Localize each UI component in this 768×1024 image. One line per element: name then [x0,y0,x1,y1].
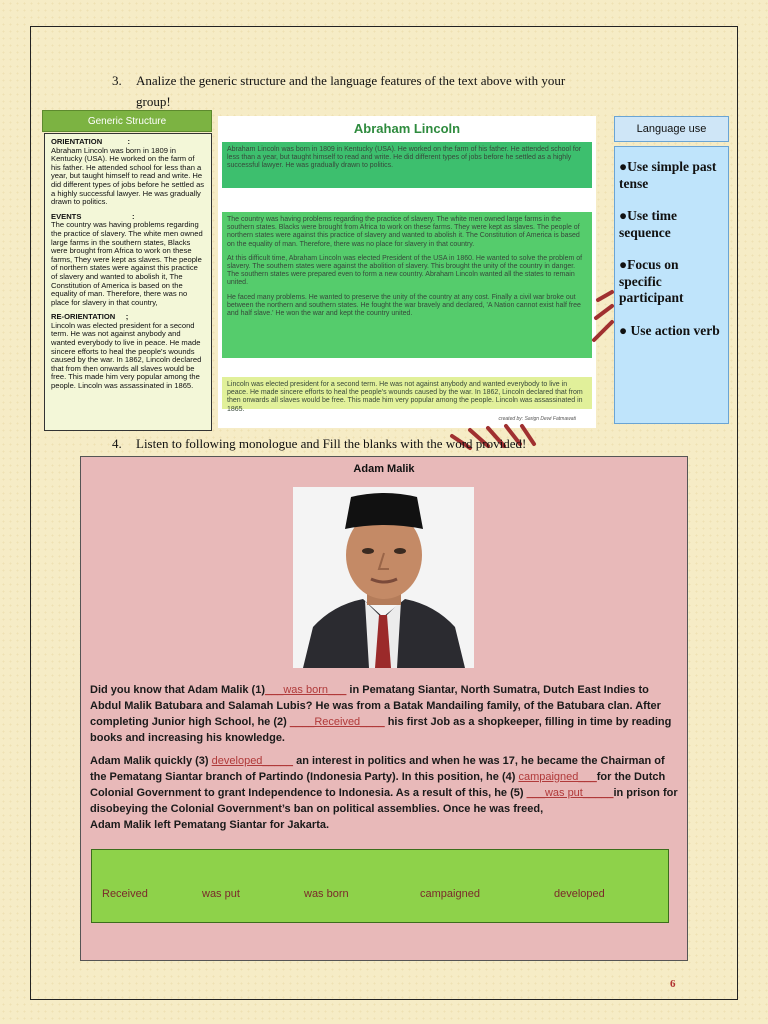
text-segment: Adam Malik quickly (3) [90,755,212,767]
text-segment: in Pematang Siantar, North Sumatra, Dutch East Indies to Abdul Malik Batubara and Salamah Lubis? He was from a Batak Mandailing family, of the Batubara clan. After completing Junior high School, he (2) [90,684,661,728]
reorientation-title: RE-ORIENTATION ; [51,312,129,322]
generic-structure-box [44,133,212,431]
blank-1[interactable]: ___was born___ [265,684,347,696]
adam-malik-box [80,456,688,961]
adam-malik-paragraph-1 [90,682,682,746]
text-segment: his first Job as a shopkeeper, filling in time by reading books and increasing his knowledge. [90,716,672,744]
language-use-box [614,146,729,424]
lincoln-title: Abraham Lincoln [353,121,461,136]
text-segment: for the Dutch Colonial Government to grant Independence to Indonesia. As a result of this, he (5) [90,771,666,799]
page-number: 6 [670,978,676,990]
adam-malik-title: Adam Malik [353,463,415,475]
lincoln-events-paragraph [222,212,592,358]
events-title: EVENTS : [51,211,135,221]
orientation-title: ORIENTATION : [51,137,131,146]
text-segment: Adam Malik left Pematang Siantar for Jakarta. [90,819,330,831]
question-3 [112,70,672,112]
word-was-born[interactable]: was born [304,888,349,900]
text-segment: in prison for disobeying the Colonial Government’s ban on political assemblies. Once he was freed, [90,787,678,815]
language-use-item: ●Focus on specific participant [619,257,684,305]
portrait-illustration [293,487,474,668]
question-4 [112,435,632,453]
word-campaigned[interactable]: campaigned [420,888,480,900]
lincoln-card [218,116,596,428]
question-text-line1: Analize the generic structure and the language features of the text above with your [136,73,566,88]
question-number: 3. [112,73,122,88]
language-use-item: ●Use simple past tense [619,159,717,191]
lincoln-events-text-2: At this difficult time, Abraham Lincoln was elected President of the USA in 1860. He wanted to solve the problem of slavery. The southern states were against the abolition of slavery. This brought the unity of the country in danger. The southern states were prepared even to form a new country. Abraham Lincoln wanted all the states to remain united. [227,254,583,287]
blank-5[interactable]: ___was put_____ [526,787,614,799]
word-received[interactable]: Received [102,888,148,900]
language-use-item: ●Use time sequence [619,208,678,240]
lincoln-events-text-3: He faced many problems. He wanted to preserve the unity of the country at any cost. Finally a civil war broke out between the northern and southern states. He fought the war bravely and declared, 'A Nation cannot exist half free and half slave.' He won the war and kept the country united. [227,293,581,318]
lincoln-orientation-paragraph: Abraham Lincoln was born in 1809 in Kentucky (USA). He worked on the farm of his father. He attended school for less than a year, but taught himself to read and write. He did different types of jobs before he settled as a highly successful lawyer. He was gradually drawn to politics. [222,142,592,188]
blank-4[interactable]: campaigned___ [518,771,597,783]
lincoln-events-text-1: The country was having problems regarding the practice of slavery. The white men owned large farms in the southern states. Blacks were brought from Africa to work on these farms. They were kept as slaves. The people of northern states were against this practice of slavery and wanted to abolish it. The Constitution of America is based on the equality of man. Therefore, there was no place for slavery in that country. [227,216,580,248]
events-text: The country was having problems regarding the practice of slavery. The white men owned large farms in the southern states, Blacks were brought from Africa to work on these farms, They were kept as slaves. The people of northern states were against this practice of slavery and wanted to abolish it, The Constitution of America is based on the equality of man. Therefore, there was no place for slavery in that country, [51,220,203,307]
language-use-header: Language use [614,116,729,142]
lincoln-reorientation-paragraph: Lincoln was elected president for a second term. He was not against anybody and wanted everybody to live in peace. He made sincere efforts to heal the people's wounds caused by the war. In 1862, Lincoln declared that from then onwards all slaves would be free. This made him very popular among the people. Lincoln was assassinated in 1865. [222,377,592,409]
generic-structure-header: Generic Structure [42,110,212,132]
adam-malik-portrait [293,487,474,668]
text-segment: Did you know that Adam Malik (1) [90,684,265,696]
reorientation-text: Lincoln was elected president for a second term. He was not against anybody and wanted everybody to live in peace. He made sincere efforts to heal the people's wounds caused by the war. In 1862, Lincoln declared that from then onwards all slaves would be free. This made him very popular among the people. Lincoln was assassinated in 1865. [51,320,202,391]
language-use-item: ● Use action verb [619,322,720,338]
question-text: Listen to following monologue and Fill the blanks with the word provided! [136,436,527,451]
word-developed[interactable]: developed [554,888,605,900]
text-segment: an interest in politics and when he was 17, he became the Chairman of the Pematang Siantar branch of Partindo (Indonesia Party). In this position, he (4) [90,755,665,783]
question-number: 4. [112,436,122,451]
question-text-line2: group! [136,94,171,109]
adam-malik-paragraph-2 [90,753,682,833]
blank-3[interactable]: developed_____ [211,755,294,767]
word-was-put[interactable]: was put [202,888,240,900]
orientation-text: Abraham Lincoln was born in 1809 in Kentucky (USA). He worked on the farm of his father. He attended school for less than a year, but taught himself to read and write. He did different types of jobs before he settled as a highly successful lawyer. He was gradually drawn to politics. [51,145,205,207]
lincoln-credit: created by: Sarign Dewi Fatmawati [498,416,576,422]
word-bank [91,849,669,923]
blank-2[interactable]: ____Received____ [289,716,385,728]
